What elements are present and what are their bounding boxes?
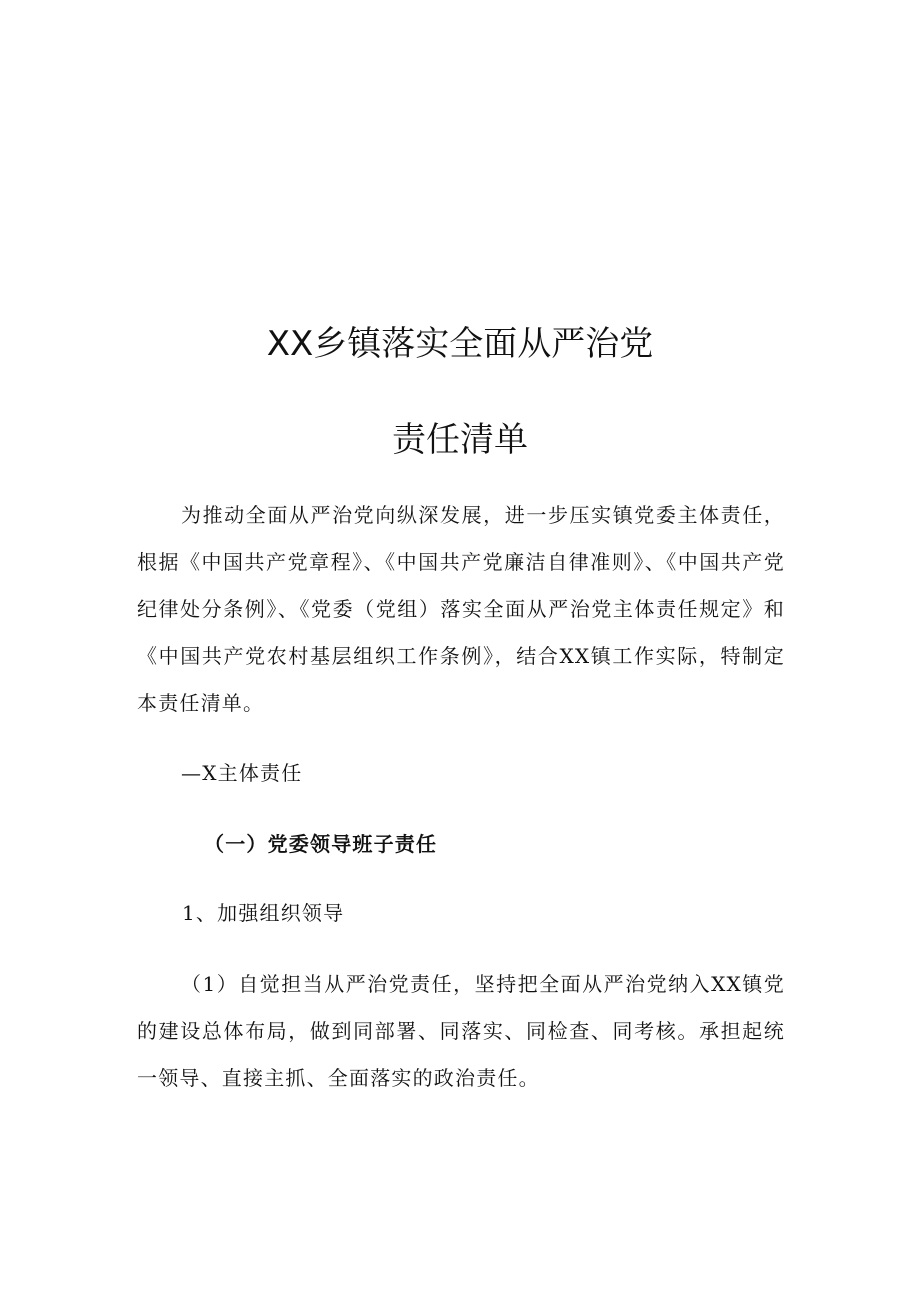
document-title-line-1: XX乡镇落实全面从严治党 bbox=[266, 324, 654, 364]
item-heading: 1、加强组织领导 bbox=[182, 901, 345, 925]
intro-paragraph: 为推动全面从严治党向纵深发展，进一步压实镇党委主体责任，根据《中国共产党章程》、《中国共产党廉洁自律准则》、《中国共产党纪律处分条例》、《党委（党组）落实全面从严治党主体责任规定》和《中国共产党农村基层组织工作条例》，结合XX镇工作实际，特制定本责任清单。 bbox=[137, 503, 785, 715]
subsection-heading: （一）党委领导班子责任 bbox=[204, 832, 438, 856]
document-title-line-2: 责任清单 bbox=[392, 420, 528, 460]
section-heading: —X主体责任 bbox=[181, 761, 303, 785]
item-paragraph: （1）自觉担当从严治党责任，坚持把全面从严治党纳入XX镇党的建设总体布局，做到同部署、同落实、同检查、同考核。承担起统一领导、直接主抓、全面落实的政治责任。 bbox=[137, 972, 785, 1090]
